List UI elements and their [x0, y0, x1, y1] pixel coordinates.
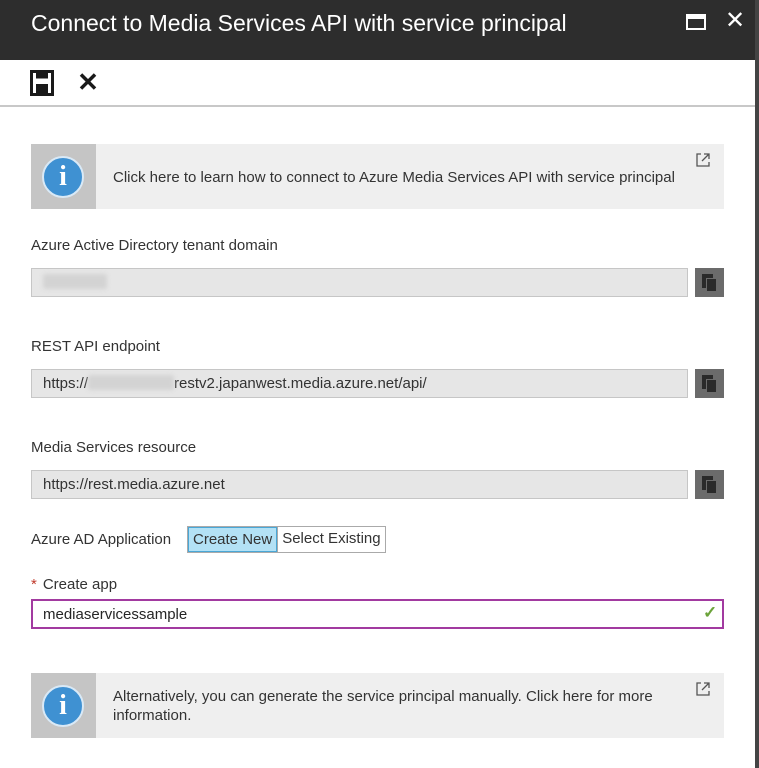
info-banner-learn[interactable] [31, 144, 724, 209]
media-resource-field[interactable]: https://rest.media.azure.net [31, 470, 688, 499]
save-icon[interactable] [30, 70, 54, 96]
option-select-existing[interactable]: Select Existing [277, 527, 384, 552]
info-icon: i [42, 685, 84, 727]
info-icon-background [31, 144, 96, 209]
copy-tenant-button[interactable] [695, 268, 724, 297]
create-app-input[interactable] [31, 599, 724, 629]
media-resource-label: Media Services resource [31, 439, 197, 456]
command-bar [0, 60, 755, 107]
required-marker: * [31, 576, 37, 593]
info-banner-manual[interactable] [31, 673, 724, 738]
rest-endpoint-prefix: https:// [43, 375, 89, 392]
discard-icon[interactable]: ✕ [77, 67, 99, 97]
tenant-domain-label: Azure Active Directory tenant domain [31, 237, 278, 254]
info-icon-background [31, 673, 96, 738]
rest-endpoint-suffix: restv2.japanwest.media.azure.net/api/ [174, 375, 427, 392]
blade-edge [755, 0, 759, 768]
maximize-icon[interactable] [686, 14, 706, 30]
copy-rest-endpoint-button[interactable] [695, 369, 724, 398]
info-banner-text[interactable]: Alternatively, you can generate the service principal manually. Click here for more information. [113, 688, 653, 724]
create-app-label-text: Create app [42, 576, 118, 593]
aad-application-toggle [187, 526, 386, 553]
rest-endpoint-label: REST API endpoint [31, 338, 160, 355]
info-banner-text[interactable]: Click here to learn how to connect to Azure Media Services API with service principal [113, 169, 675, 186]
external-link-icon[interactable] [695, 681, 711, 697]
tenant-domain-field[interactable] [31, 268, 688, 297]
external-link-icon[interactable] [695, 152, 711, 168]
blade-header [0, 0, 755, 60]
create-app-label [31, 576, 117, 593]
close-icon[interactable]: ✕ [724, 7, 746, 34]
rest-endpoint-field[interactable] [31, 369, 688, 398]
copy-media-resource-button[interactable] [695, 470, 724, 499]
aad-application-label: Azure AD Application [31, 531, 172, 548]
redacted-value [43, 274, 107, 289]
checkmark-icon: ✓ [703, 603, 718, 622]
option-create-new[interactable]: Create New [188, 527, 277, 552]
info-icon: i [42, 156, 84, 198]
blade-title: Connect to Media Services API with service principal [31, 10, 567, 36]
redacted-value [88, 375, 174, 390]
